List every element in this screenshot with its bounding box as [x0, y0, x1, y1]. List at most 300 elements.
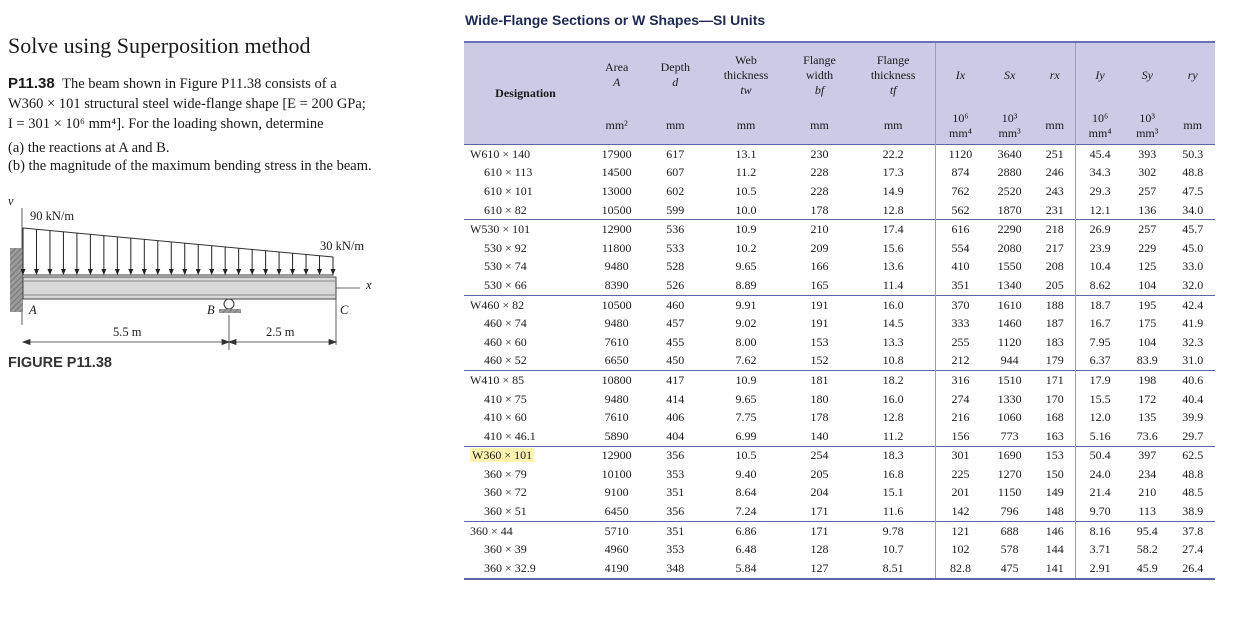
value-cell: 6.37: [1076, 352, 1124, 371]
value-cell: 163: [1045, 428, 1064, 443]
value-cell: 73.6: [1136, 428, 1158, 443]
value-cell: 762: [935, 182, 984, 201]
value-cell: 34.0: [1182, 202, 1204, 217]
load-arrow-head: [223, 269, 228, 275]
value-cell: 23.9: [1076, 239, 1124, 258]
value-cell: 1060: [997, 410, 1022, 425]
value-cell: 944: [1000, 353, 1019, 368]
value-cell: 50.3: [1182, 146, 1204, 161]
value-cell: 48.8: [1182, 466, 1204, 481]
problem-line-2: W360 × 101 structural steel wide-flange shape [E = 200 GPa;: [8, 96, 366, 112]
value-cell: 31.0: [1182, 353, 1204, 368]
value-cell: 181: [788, 371, 852, 390]
value-cell: 1270: [997, 466, 1022, 481]
table-body: [464, 145, 1215, 579]
value-cell: 7.95: [1076, 333, 1124, 352]
value-cell: 146: [1034, 521, 1075, 540]
value-cell: 172: [1138, 391, 1157, 406]
value-cell: 48.8: [1182, 165, 1204, 180]
value-cell: 18.7: [1076, 295, 1124, 314]
value-cell: 526: [666, 277, 685, 292]
value-cell: 9480: [604, 316, 629, 331]
value-cell: 14500: [601, 165, 632, 180]
value-cell: 450: [666, 353, 685, 368]
value-cell: 58.2: [1136, 542, 1158, 557]
unit-sx: 10³ mm³: [985, 107, 1034, 145]
value-cell: 274: [935, 390, 984, 409]
dimension-2-5: 2.5 m: [266, 325, 295, 339]
value-cell: 27.4: [1182, 542, 1204, 557]
table-row: [464, 559, 1215, 579]
value-cell: 3640: [997, 146, 1022, 161]
value-cell: 10.9: [704, 371, 787, 390]
load-arrow-head: [101, 269, 106, 275]
value-cell: 9480: [604, 391, 629, 406]
table-row: [464, 484, 1215, 503]
col-sy: Sy: [1124, 42, 1171, 107]
value-cell: 356: [646, 446, 704, 465]
value-cell: 455: [666, 334, 685, 349]
value-cell: 82.8: [935, 559, 984, 579]
load-arrow-head: [331, 269, 336, 275]
value-cell: 32.0: [1182, 277, 1204, 292]
value-cell: 7610: [604, 410, 629, 425]
value-cell: 2880: [997, 165, 1022, 180]
value-cell: 9480: [604, 259, 629, 274]
value-cell: 7.75: [735, 410, 757, 425]
value-cell: 562: [935, 201, 984, 220]
load-arrows: [21, 228, 336, 275]
table-row: [464, 521, 1215, 540]
unit-rx: mm: [1034, 107, 1075, 145]
axis-x-label: x: [366, 278, 372, 292]
value-cell: 13000: [601, 183, 632, 198]
value-cell: 208: [1045, 259, 1064, 274]
value-cell: 578: [1000, 542, 1019, 557]
value-cell: 16.7: [1076, 314, 1124, 333]
value-cell: 1690: [985, 446, 1034, 465]
value-cell: 12.0: [1076, 408, 1124, 427]
load-arrow-head: [250, 269, 255, 275]
table-row: [464, 502, 1215, 521]
value-cell: 228: [810, 165, 829, 180]
value-cell: 9.70: [1076, 502, 1124, 521]
designation-cell: 410 × 75: [484, 391, 527, 406]
designation-cell: 530 × 66: [484, 277, 527, 292]
table-row: [464, 145, 1215, 164]
table-row: [464, 465, 1215, 484]
value-cell: 13.6: [882, 259, 904, 274]
load-arrow-head: [115, 269, 120, 275]
value-cell: 404: [666, 428, 685, 443]
designation-cell: 410 × 60: [484, 410, 527, 425]
figure-caption: FIGURE P11.38: [8, 355, 112, 371]
designation-cell: 530 × 74: [484, 259, 527, 274]
table-title: Wide-Flange Sections or W Shapes—SI Units: [465, 12, 766, 28]
load-arrow-head: [263, 269, 268, 275]
designation-cell: 610 × 113: [484, 165, 533, 180]
value-cell: 171: [1034, 371, 1075, 390]
load-label-left: 90 kN/m: [30, 209, 75, 223]
value-cell: 316: [935, 371, 984, 390]
value-cell: 153: [810, 334, 829, 349]
value-cell: 171: [810, 504, 829, 519]
value-cell: 1610: [985, 295, 1034, 314]
value-cell: 4190: [587, 559, 646, 579]
value-cell: 191: [788, 295, 852, 314]
col-depth: Depth d: [646, 42, 704, 107]
value-cell: 41.9: [1182, 316, 1204, 331]
value-cell: 17900: [601, 146, 632, 161]
table-row: [464, 239, 1215, 258]
value-cell: 796: [1000, 504, 1019, 519]
value-cell: 254: [788, 446, 852, 465]
load-arrow-head: [209, 269, 214, 275]
load-arrow-head: [142, 269, 147, 275]
value-cell: 10.2: [735, 240, 757, 255]
value-cell: 353: [666, 542, 685, 557]
col-area: Area A: [587, 42, 646, 107]
table-row: [464, 540, 1215, 559]
value-cell: 231: [1045, 202, 1064, 217]
fixed-wall: [10, 248, 23, 312]
value-cell: 183: [1045, 334, 1064, 349]
load-arrow-head: [236, 269, 241, 275]
value-cell: 21.4: [1076, 484, 1124, 503]
value-cell: 5890: [604, 428, 629, 443]
value-cell: 15.6: [882, 240, 904, 255]
table-row: [464, 408, 1215, 427]
value-cell: 528: [666, 259, 685, 274]
value-cell: 12.1: [1076, 201, 1124, 220]
value-cell: 170: [1045, 391, 1064, 406]
value-cell: 8390: [604, 277, 629, 292]
problem-line-1: The beam shown in Figure P11.38 consists of a: [62, 76, 337, 92]
col-web-thickness: Web thickness tw: [704, 42, 787, 107]
value-cell: 8.00: [735, 334, 757, 349]
value-cell: 225: [935, 465, 984, 484]
unit-ix: 10⁶ mm⁴: [935, 107, 984, 145]
value-cell: 45.4: [1076, 145, 1124, 164]
problem-statement: [8, 74, 426, 134]
value-cell: 12.8: [882, 202, 904, 217]
value-cell: 393: [1138, 146, 1157, 161]
value-cell: 8.51: [851, 559, 935, 579]
value-cell: 5710: [587, 521, 646, 540]
designation-cell: 410 × 46.1: [484, 428, 536, 443]
table-row: [464, 352, 1215, 371]
value-cell: 32.3: [1182, 334, 1204, 349]
value-cell: 536: [646, 220, 704, 239]
wide-flange-table: [464, 41, 1215, 580]
value-cell: 8.62: [1076, 276, 1124, 295]
value-cell: 7.62: [735, 353, 757, 368]
unit-ry: mm: [1170, 107, 1215, 145]
value-cell: 10.5: [704, 446, 787, 465]
value-cell: 47.5: [1182, 183, 1204, 198]
value-cell: 351: [646, 521, 704, 540]
value-cell: 1510: [985, 371, 1034, 390]
value-cell: 229: [1138, 240, 1157, 255]
value-cell: 1330: [997, 391, 1022, 406]
table-row: [464, 182, 1215, 201]
value-cell: 8.16: [1076, 521, 1124, 540]
value-cell: 149: [1045, 485, 1064, 500]
load-arrow-head: [155, 269, 160, 275]
table-row: [464, 333, 1215, 352]
value-cell: 140: [810, 428, 829, 443]
load-arrow-head: [61, 269, 66, 275]
value-cell: 257: [1138, 183, 1157, 198]
value-cell: 18.3: [851, 446, 935, 465]
point-b-label: B: [207, 303, 215, 317]
value-cell: 688: [985, 521, 1034, 540]
value-cell: 2.91: [1076, 559, 1124, 579]
value-cell: 11.6: [882, 504, 904, 519]
value-cell: 10.8: [882, 353, 904, 368]
value-cell: 406: [666, 410, 685, 425]
value-cell: 7610: [604, 334, 629, 349]
value-cell: 333: [935, 314, 984, 333]
value-cell: 255: [935, 333, 984, 352]
designation-cell: W460 × 82: [464, 295, 587, 314]
axis-v-label: v: [8, 194, 14, 208]
value-cell: 8.89: [735, 277, 757, 292]
designation-cell: 360 × 32.9: [464, 559, 587, 579]
value-cell: 3.71: [1076, 540, 1124, 559]
value-cell: 150: [1045, 466, 1064, 481]
value-cell: 29.3: [1076, 182, 1124, 201]
value-cell: 24.0: [1076, 465, 1124, 484]
value-cell: 50.4: [1076, 446, 1124, 465]
col-ix: Ix: [935, 42, 984, 107]
value-cell: 257: [1124, 220, 1171, 239]
value-cell: 9.65: [735, 391, 757, 406]
value-cell: 171: [788, 521, 852, 540]
value-cell: 533: [666, 240, 685, 255]
col-sx: Sx: [985, 42, 1034, 107]
value-cell: 2520: [997, 183, 1022, 198]
point-c-label: C: [340, 303, 349, 317]
designation-cell: 360 × 39: [484, 542, 527, 557]
value-cell: 11800: [601, 240, 632, 255]
value-cell: 218: [1034, 220, 1075, 239]
value-cell: 210: [788, 220, 852, 239]
table-row: [464, 371, 1215, 390]
page-title: Solve using Superposition method: [8, 33, 311, 58]
value-cell: 230: [810, 146, 829, 161]
table-row: [464, 276, 1215, 295]
value-cell: 15.5: [1076, 390, 1124, 409]
value-cell: 204: [810, 485, 829, 500]
value-cell: 602: [666, 183, 685, 198]
value-cell: 14.9: [882, 183, 904, 198]
load-arrow-head: [277, 269, 282, 275]
table-row: [464, 314, 1215, 333]
value-cell: 234: [1138, 466, 1157, 481]
designation-cell: 460 × 74: [484, 316, 527, 331]
value-cell: 45.9: [1124, 559, 1171, 579]
unit-iy: 10⁶ mm⁴: [1076, 107, 1124, 145]
designation-cell: 360 × 44: [464, 521, 587, 540]
col-designation: Designation: [464, 42, 587, 145]
load-label-right: 30 kN/m: [320, 239, 365, 253]
value-cell: 457: [666, 316, 685, 331]
value-cell: 153: [1034, 446, 1075, 465]
value-cell: 212: [935, 352, 984, 371]
value-cell: 180: [810, 391, 829, 406]
value-cell: 165: [810, 277, 829, 292]
unit-area: mm²: [587, 107, 646, 145]
value-cell: 874: [935, 164, 984, 183]
col-flange-thickness: Flange thickness tf: [851, 42, 935, 107]
value-cell: 10.5: [735, 183, 757, 198]
value-cell: 141: [1034, 559, 1075, 579]
value-cell: 1550: [997, 259, 1022, 274]
value-cell: 5.16: [1076, 427, 1124, 446]
value-cell: 127: [788, 559, 852, 579]
col-flange-width: Flange width bf: [788, 42, 852, 107]
value-cell: 460: [646, 295, 704, 314]
value-cell: 26.9: [1076, 220, 1124, 239]
load-arrow-head: [47, 269, 52, 275]
value-cell: 178: [810, 202, 829, 217]
value-cell: 351: [666, 485, 685, 500]
value-cell: 10500: [587, 295, 646, 314]
value-cell: 121: [935, 521, 984, 540]
table-row: [464, 295, 1215, 314]
problem-line-3: I = 301 × 10⁶ mm⁴]. For the loading shown, determine: [8, 116, 324, 132]
value-cell: 198: [1124, 371, 1171, 390]
value-cell: 128: [810, 542, 829, 557]
designation-cell: W410 × 85: [464, 371, 587, 390]
value-cell: 773: [1000, 428, 1019, 443]
part-b: (b) the magnitude of the maximum bending stress in the beam.: [8, 158, 372, 174]
value-cell: 8.64: [735, 485, 757, 500]
value-cell: 39.9: [1182, 410, 1204, 425]
value-cell: 37.8: [1170, 521, 1215, 540]
value-cell: 348: [646, 559, 704, 579]
value-cell: 410: [935, 258, 984, 277]
designation-cell: 360 × 51: [484, 504, 527, 519]
value-cell: 554: [935, 239, 984, 258]
value-cell: 18.2: [851, 371, 935, 390]
designation-cell: [464, 446, 587, 465]
value-cell: 104: [1138, 277, 1157, 292]
value-cell: 9.65: [735, 259, 757, 274]
value-cell: 188: [1034, 295, 1075, 314]
col-ry: ry: [1170, 42, 1215, 107]
value-cell: 42.4: [1170, 295, 1215, 314]
value-cell: 6.86: [704, 521, 787, 540]
value-cell: 14.5: [882, 316, 904, 331]
value-cell: 11.4: [882, 277, 904, 292]
value-cell: 33.0: [1182, 259, 1204, 274]
designation-cell: 360 × 79: [484, 466, 527, 481]
value-cell: 10100: [601, 466, 632, 481]
value-cell: 7.24: [735, 504, 757, 519]
designation-cell: W610 × 140: [470, 146, 531, 161]
value-cell: 187: [1045, 316, 1064, 331]
unit-ft: mm: [851, 107, 935, 145]
value-cell: 1150: [997, 485, 1022, 500]
value-cell: 16.0: [851, 295, 935, 314]
value-cell: 1120: [997, 334, 1022, 349]
value-cell: 13.3: [882, 334, 904, 349]
problem-number: P11.38: [8, 75, 55, 92]
value-cell: 38.9: [1182, 504, 1204, 519]
table-row: [464, 220, 1215, 239]
value-cell: 10500: [601, 202, 632, 217]
problem-parts: [8, 139, 372, 175]
value-cell: 195: [1124, 295, 1171, 314]
table-row: [464, 427, 1215, 446]
unit-depth: mm: [646, 107, 704, 145]
value-cell: 10800: [587, 371, 646, 390]
value-cell: 40.6: [1170, 371, 1215, 390]
designation-cell: 530 × 92: [484, 240, 527, 255]
value-cell: 17.3: [882, 165, 904, 180]
value-cell: 135: [1138, 410, 1157, 425]
value-cell: 301: [935, 446, 984, 465]
unit-web: mm: [704, 107, 787, 145]
value-cell: 475: [985, 559, 1034, 579]
value-cell: 136: [1138, 202, 1157, 217]
roller-support-b: [219, 299, 241, 313]
value-cell: 599: [666, 202, 685, 217]
designation-cell: 460 × 52: [484, 353, 527, 368]
value-cell: 113: [1138, 504, 1157, 519]
value-cell: 10.4: [1076, 258, 1124, 277]
value-cell: 414: [666, 391, 685, 406]
designation-cell: 460 × 60: [484, 334, 527, 349]
load-arrow-head: [128, 269, 133, 275]
value-cell: 216: [935, 408, 984, 427]
value-cell: 9.40: [735, 466, 757, 481]
table-row: [464, 201, 1215, 220]
value-cell: 5.84: [704, 559, 787, 579]
value-cell: 168: [1045, 410, 1064, 425]
value-cell: 152: [810, 353, 829, 368]
value-cell: 1340: [997, 277, 1022, 292]
value-cell: 104: [1138, 334, 1157, 349]
load-arrow-head: [182, 269, 187, 275]
value-cell: 48.5: [1182, 485, 1204, 500]
table-row: [464, 164, 1215, 183]
value-cell: 1460: [997, 316, 1022, 331]
table-row: [464, 390, 1215, 409]
value-cell: 617: [666, 146, 685, 161]
value-cell: 351: [935, 276, 984, 295]
value-cell: 228: [810, 183, 829, 198]
value-cell: 11.2: [882, 428, 904, 443]
value-cell: 251: [1045, 146, 1064, 161]
value-cell: 6.48: [735, 542, 757, 557]
value-cell: 356: [666, 504, 685, 519]
value-cell: 191: [810, 316, 829, 331]
value-cell: 166: [810, 259, 829, 274]
value-cell: 1870: [997, 202, 1022, 217]
value-cell: 246: [1045, 165, 1064, 180]
beam: [23, 277, 336, 299]
value-cell: 12900: [587, 446, 646, 465]
value-cell: 1120: [935, 145, 984, 164]
value-cell: 45.7: [1170, 220, 1215, 239]
value-cell: 13.1: [735, 146, 757, 161]
value-cell: 4960: [604, 542, 629, 557]
value-cell: 10.9: [704, 220, 787, 239]
value-cell: 62.5: [1170, 446, 1215, 465]
